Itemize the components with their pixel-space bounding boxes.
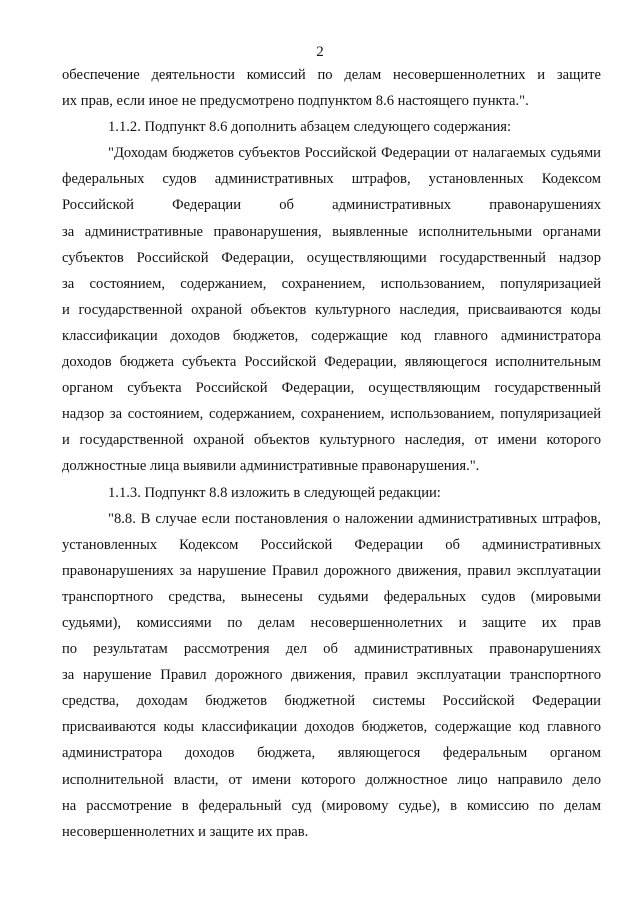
text-line: должностные лица выявили административные правонарушения.". — [62, 458, 480, 475]
text-line: федеральных судов административных штрафов, установленных Кодексом — [62, 171, 601, 188]
text-line: обеспечение деятельности комиссий по делам несовершеннолетних и защите — [62, 67, 601, 83]
paragraph-item-1-1-3 — [62, 480, 601, 506]
page-number: 2 — [316, 44, 324, 60]
document-body — [62, 62, 601, 845]
text-line: судьями), комиссиями по делам несовершеннолетних и защите их прав — [62, 614, 601, 631]
text-line: субъектов Российской Федерации, осуществляющими государственный надзор — [62, 249, 601, 266]
paragraph-quote-8-8 — [62, 506, 601, 845]
paragraph-continuation — [62, 62, 601, 114]
text-line: Российской Федерации об административных правонарушениях — [62, 197, 601, 214]
text-line: на рассмотрение в федеральный суд (мировому судье), в комиссию по делам — [62, 797, 601, 814]
text-line: несовершеннолетних и защите их прав. — [62, 823, 309, 840]
text-line: органом субъекта Российской Федерации, осуществляющим государственный — [62, 380, 601, 397]
text-line: классификации доходов бюджетов, содержащие код главного администратора — [62, 327, 601, 344]
paragraph-quote-8-6 — [62, 140, 601, 479]
text-line: и государственной охраной объектов культурного наследия, от имени которого — [62, 432, 601, 449]
text-line: "8.8. В случае если постановления о наложении административных штрафов, — [108, 510, 601, 527]
text-line: надзор за состоянием, содержанием, сохранением, использованием, популяризацией — [62, 406, 601, 423]
text-line: за нарушение Правил дорожного движения, правил эксплуатации транспортного — [62, 667, 601, 684]
text-line: исполнительной власти, от имени которого должностное лицо направило дело — [62, 771, 601, 788]
text-line: администратора доходов бюджета, являющегося федеральным органом — [62, 745, 601, 762]
text-line: 1.1.3. Подпункт 8.8 изложить в следующей редакции: — [108, 484, 441, 501]
text-line: за административные правонарушения, выявленные исполнительными органами — [62, 223, 601, 240]
text-line: средства, доходам бюджетов бюджетной системы Российской Федерации — [62, 693, 601, 710]
text-line: и государственной охраной объектов культурного наследия, присваиваются коды — [62, 301, 601, 318]
text-line: "Доходам бюджетов субъектов Российской Федерации от налагаемых судьями — [108, 145, 601, 162]
text-line: установленных Кодексом Российской Федерации об административных — [62, 536, 601, 553]
text-line: присваиваются коды классификации доходов бюджетов, содержащие код главного — [62, 719, 601, 736]
paragraph-item-1-1-2 — [62, 114, 601, 140]
text-line: 1.1.2. Подпункт 8.6 дополнить абзацем следующего содержания: — [108, 119, 512, 136]
text-line: за состоянием, содержанием, сохранением, использованием, популяризацией — [62, 275, 601, 292]
text-line: доходов бюджета субъекта Российской Федерации, являющегося исполнительным — [62, 354, 601, 371]
text-line: транспортного средства, вынесены судьями федеральных судов (мировыми — [62, 588, 601, 605]
text-line: по результатам рассмотрения дел об административных правонарушениях — [62, 641, 601, 658]
text-line: правонарушениях за нарушение Правил дорожного движения, правил эксплуатации — [62, 562, 601, 579]
text-line: их прав, если иное не предусмотрено подпунктом 8.6 настоящего пункта.". — [62, 93, 529, 110]
